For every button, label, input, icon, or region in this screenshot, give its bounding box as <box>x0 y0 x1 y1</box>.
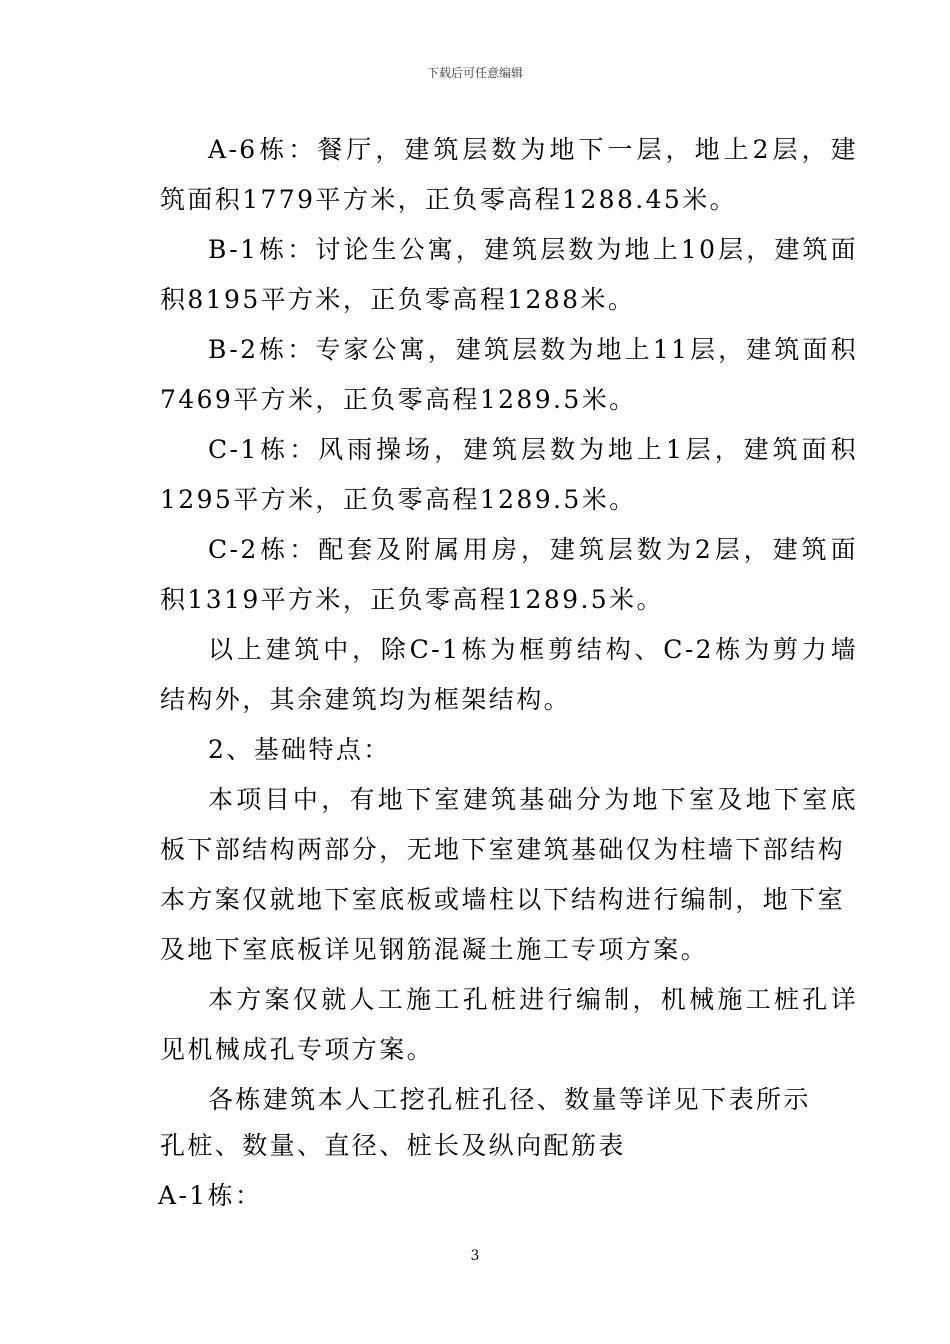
paragraph-line: 及地下室底板详见钢筋混凝土施工专项方案。 <box>160 935 709 964</box>
paragraph-line: 1295平方米，正负零高程1289.5米。 <box>160 485 637 514</box>
page-header: 下载后可任意编辑 <box>426 66 523 80</box>
paragraph-line: 7469平方米，正负零高程1289.5米。 <box>160 385 637 414</box>
paragraph-line: 本方案仅就人工施工孔桩进行编制，机械施工桩孔详 <box>208 985 858 1014</box>
paragraph-line: 板下部结构两部分，无地下室建筑基础仅为柱墙下部结构 <box>160 835 846 864</box>
paragraph-line: B-2栋：专家公寓，建筑层数为地上11层，建筑面积 <box>208 335 858 364</box>
paragraph-line: 本方案仅就地下室底板或墙柱以下结构进行编制，地下室 <box>160 885 846 914</box>
building-label: A-1栋： <box>158 1181 263 1210</box>
paragraph-line: 本项目中，有地下室建筑基础分为地下室及地下室底 <box>208 785 858 814</box>
section-heading: 2、基础特点： <box>208 735 391 764</box>
paragraph-line: 积1319平方米，正负零高程1289.5米。 <box>160 585 664 614</box>
paragraph-line: 结构外，其余建筑均为框架结构。 <box>160 685 572 714</box>
table-caption: 孔桩、数量、直径、桩长及纵向配筋表 <box>160 1131 626 1160</box>
paragraph-line: 见机械成孔专项方案。 <box>160 1035 435 1064</box>
paragraph-line: 积8195平方米，正负零高程1288米。 <box>160 285 636 314</box>
paragraph-line: 以上建筑中，除C-1栋为框剪结构、C-2栋为剪力墙 <box>208 635 858 664</box>
paragraph-line: C-2栋：配套及附属用房，建筑层数为2层，建筑面 <box>208 535 858 564</box>
paragraph-line: 各栋建筑本人工挖孔桩孔径、数量等详见下表所示 <box>208 1085 811 1114</box>
paragraph-line: B-1栋：讨论生公寓，建筑层数为地上10层，建筑面 <box>208 235 858 264</box>
page-number: 3 <box>470 1248 480 1264</box>
paragraph-line: C-1栋：风雨操场，建筑层数为地上1层，建筑面积 <box>208 435 858 464</box>
paragraph-line: A-6栋：餐厅，建筑层数为地下一层，地上2层，建 <box>208 135 858 164</box>
paragraph-line: 筑面积1779平方米，正负零高程1288.45米。 <box>160 185 738 214</box>
